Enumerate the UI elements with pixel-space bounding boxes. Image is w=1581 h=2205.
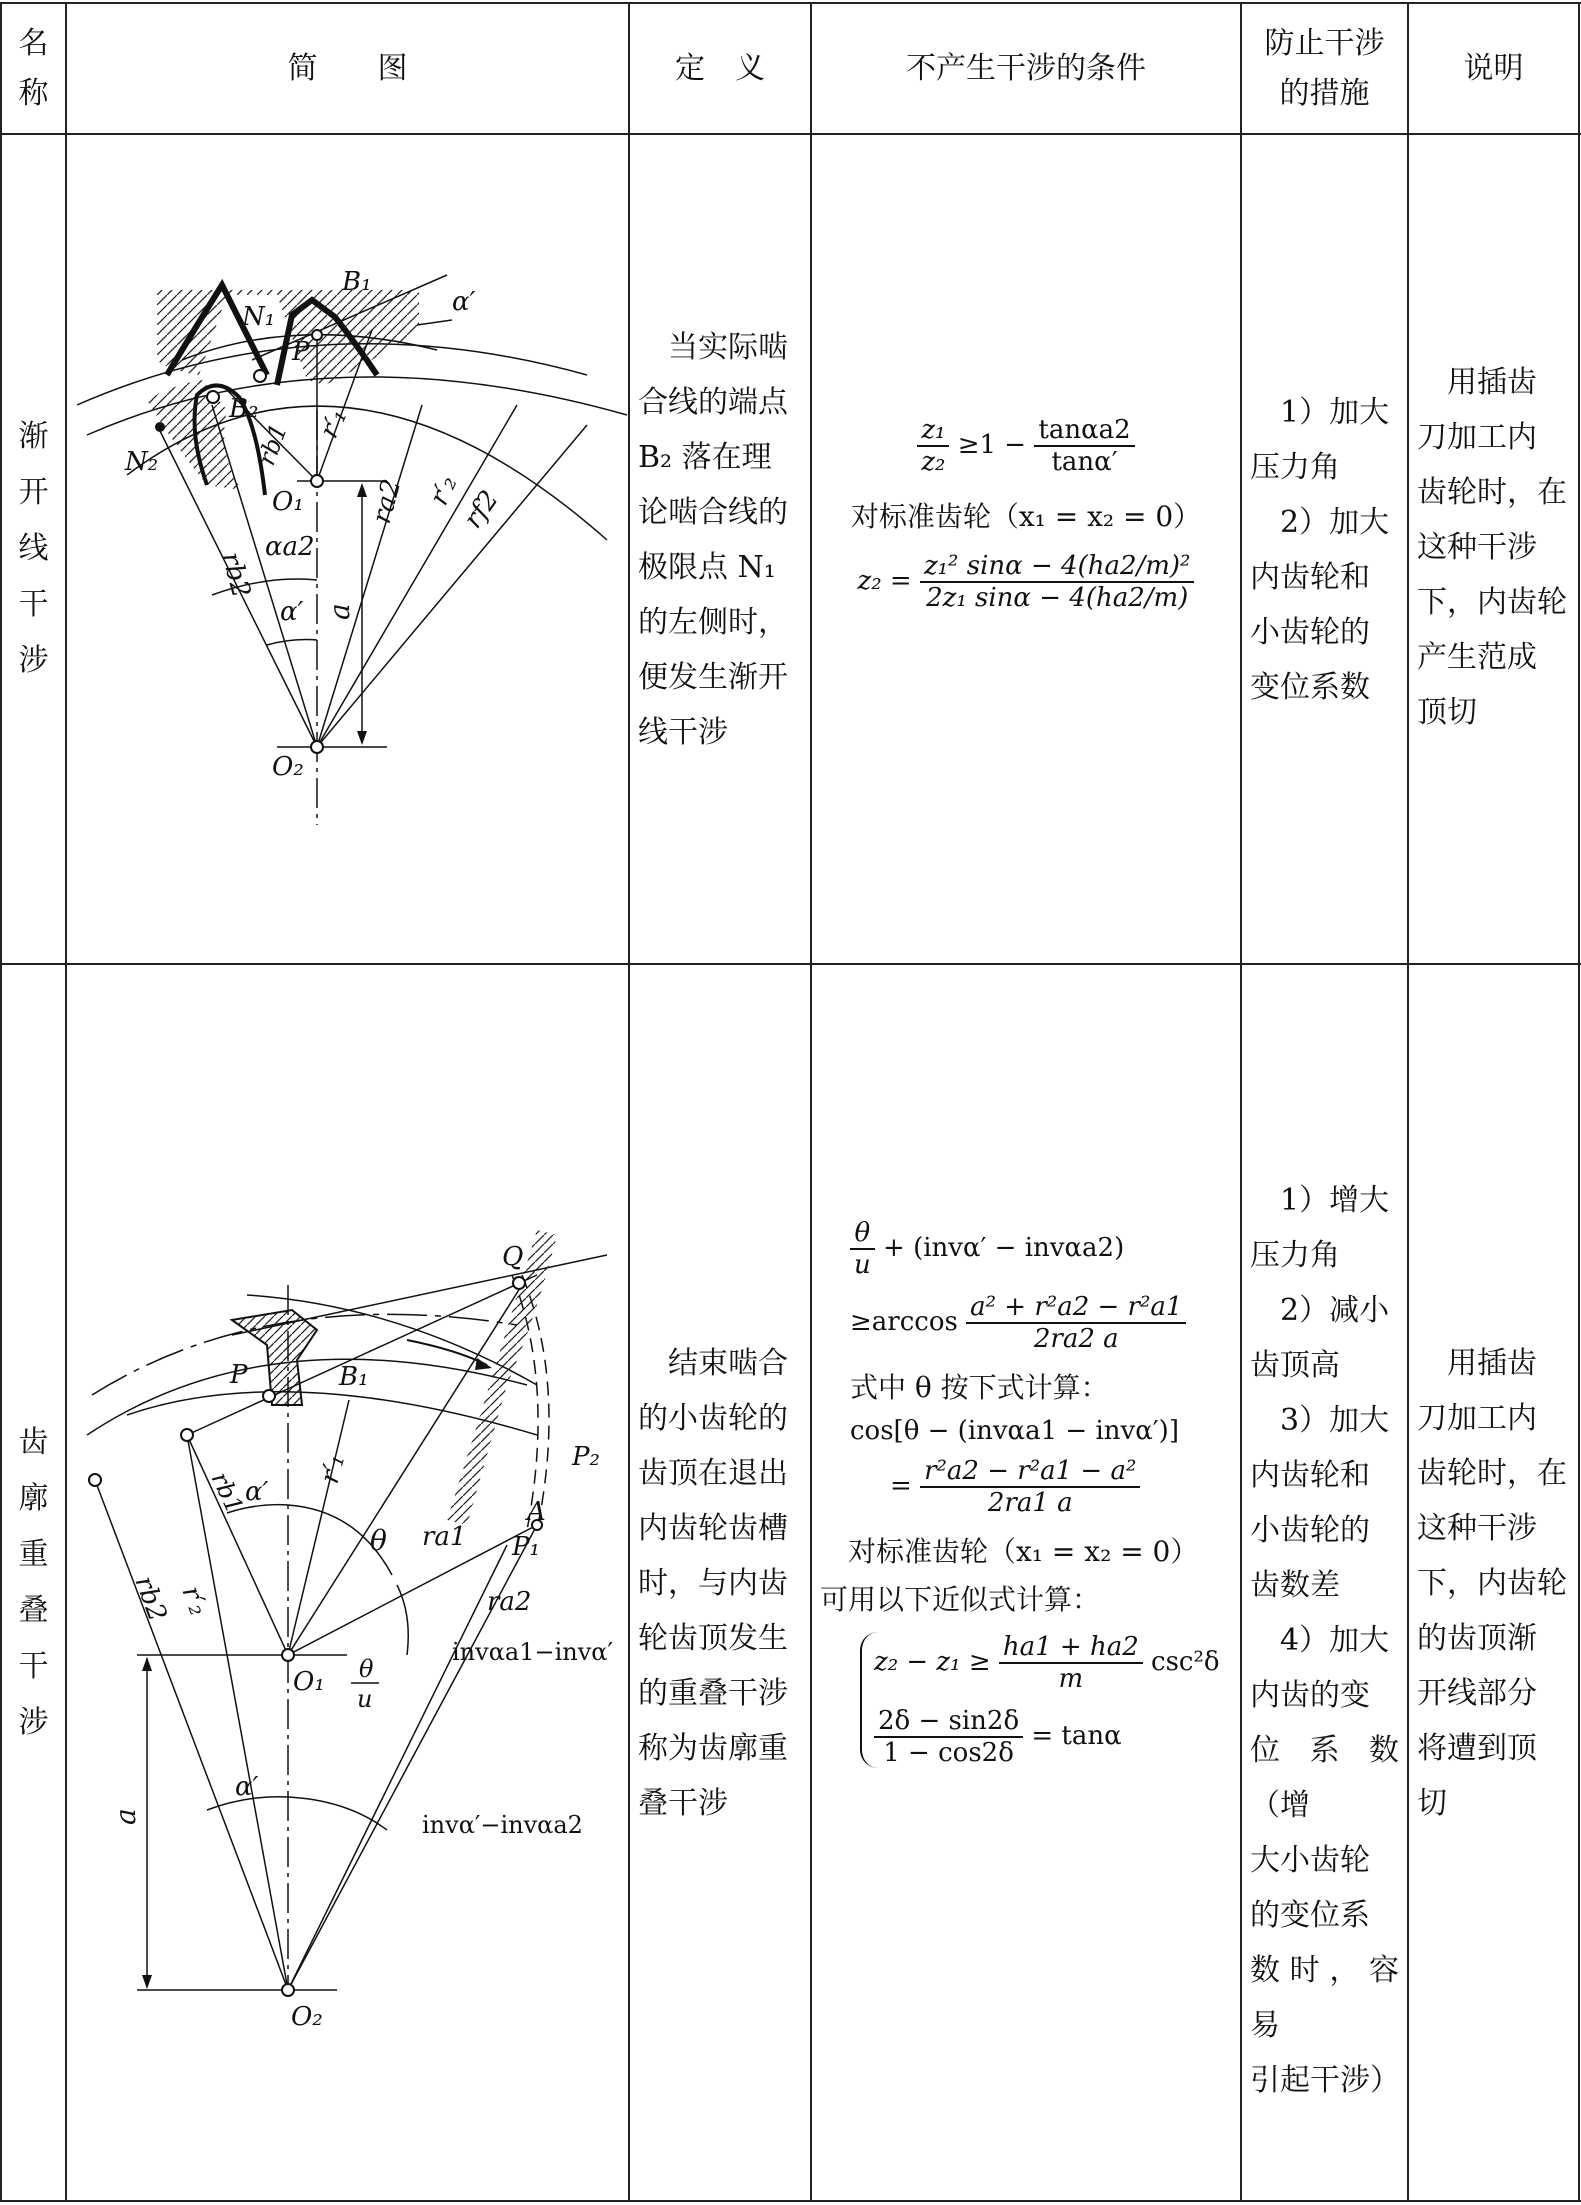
header-measures: 防止干涉 的措施 [1264, 25, 1385, 111]
row2-name-char: 齿 [18, 1424, 49, 1460]
label-O2: O₂ [291, 2002, 323, 2032]
row1-condition [812, 415, 1240, 613]
label-A: A [527, 1497, 546, 1527]
line-rp2 [317, 405, 517, 747]
row2-name-char: 涉 [18, 1704, 49, 1740]
label-O1: O₁ [293, 1667, 325, 1697]
point-O1 [282, 1649, 294, 1661]
fraction: $\frac{\text{z₁² sinα − 4(ha2/m)²}}{\text{2z₁ sinα − 4(ha2/m)}}$ [920, 551, 1195, 613]
label-rp2: r′₂ [175, 1582, 214, 1620]
row1-name-char: 线 [18, 531, 49, 566]
label-P2: P₂ [572, 1442, 600, 1472]
table-border-bottom [0, 2200, 1581, 2202]
dim-arrow [142, 1975, 152, 1989]
alpha-marker [417, 320, 452, 325]
row2-measures: 1）增大 压力角 2）减小 齿顶高 3）加大 内齿轮和 小齿轮的 齿数差 4）加大 内齿的变 位系数（增 大小齿轮 的变位系 数时，容易 引起干涉） [1250, 1183, 1400, 2098]
point-rb2 [89, 1474, 101, 1486]
row2-name-char: 重 [18, 1536, 49, 1572]
row2-name [2, 965, 65, 2200]
point-Q [513, 1277, 525, 1289]
angle-inv2 [288, 1797, 387, 1830]
col-line-3 [810, 2, 812, 2202]
point-O2 [282, 1984, 294, 1996]
line-rf2 [317, 425, 587, 747]
header-diagram: 简 图 [287, 50, 408, 86]
point-O2 [311, 741, 323, 753]
system-eq2: $\frac{2\delta - \sin 2\delta}{1 - \cos 2\delta}$ = tanα [874, 1706, 1238, 1768]
condition-line4: cos[θ − (invαa1 − invα′)] [850, 1416, 1179, 1446]
label-rb1: rb1 [252, 419, 294, 470]
label-B1: B₁ [342, 267, 372, 297]
fraction: $\frac{\text{r²a2 − r²a1 − a²}}{2ra1 a}$ [920, 1456, 1140, 1518]
row1-diagram [67, 135, 628, 963]
condition-line7: 可用以下近似式计算： [820, 1583, 1101, 1616]
line-O2-P1 [288, 1545, 507, 1990]
row1-name-char: 渐 [18, 419, 49, 454]
row2-notes: 用插齿 刀加工内 齿轮时，在 这种干涉 下，内齿轮 的齿顶渐 开线部分 将遭到顶 切 [1417, 1346, 1567, 1821]
label-rb1: rb1 [205, 1467, 249, 1518]
label-rp2: r′₂ [424, 471, 464, 510]
label-P: P [292, 337, 310, 367]
row2-name-char: 干 [18, 1648, 49, 1684]
header-definition: 定 义 [675, 50, 765, 86]
label-theta: θ [370, 1524, 387, 1557]
label-rb2: rb2 [215, 549, 257, 601]
condition-eq2: z₂ = $\frac{\text{z₁² sinα − 4(ha2/m)²}}{\text{2z₁ sinα − 4(ha2/m)}}$ [812, 551, 1240, 613]
label-O1: O₁ [272, 487, 304, 517]
point-P [254, 370, 266, 382]
condition-eq1 [812, 415, 1240, 477]
label-B1: B₁ [339, 1362, 369, 1392]
row1-name-char: 干 [18, 587, 49, 622]
header-condition: 不产生干涉的条件 [906, 50, 1146, 86]
line-O2-rp2 [187, 1435, 288, 1990]
overlap-interference-diagram [67, 965, 628, 2200]
row2-diagram [67, 965, 628, 2200]
point-B1 [312, 330, 322, 340]
point-P [263, 1390, 275, 1402]
label-rp1: r′₁ [314, 404, 354, 443]
label-O2: O₂ [272, 752, 304, 782]
row1-notes: 用插齿 刀加工内 齿轮时，在 这种干涉 下，内齿轮 产生范成 顶切 [1417, 365, 1567, 730]
point-B2 [207, 391, 219, 403]
line-O1-rb1 [187, 1435, 288, 1655]
dim-arrow [357, 483, 367, 497]
label-rf2: rf2 [458, 485, 505, 535]
point-N2 [155, 422, 165, 432]
fraction: $\frac{2\delta - \sin 2\delta}{1 - \cos 2\delta}$ [874, 1706, 1023, 1768]
row2-name-char: 廓 [18, 1480, 49, 1516]
label-ra2: ra2 [487, 1587, 532, 1617]
row2-condition [820, 1218, 1238, 1768]
fraction: $\frac{\theta}{u}$ [850, 1218, 875, 1280]
label-P1: P₁ [512, 1532, 540, 1562]
dim-arrow [357, 731, 367, 745]
arc-ra2 [87, 1359, 527, 1435]
condition-line2: ≥arccos $\frac{\text{a² + r²a2 − r²a1}}{2ra2 a}$ [850, 1292, 1238, 1354]
condition-line3: 式中 θ 按下式计算： [850, 1371, 1109, 1404]
row1-measures: 1）加大 压力角 2）加大 内齿轮和 小齿轮的 变位系数 [1250, 395, 1390, 705]
row1-name-char: 涉 [18, 643, 49, 678]
label-B2: B₂ [229, 394, 259, 424]
point-rb1 [181, 1429, 193, 1441]
eq1-mid: ≥1 − [957, 430, 1027, 460]
label-alpha-p: α′ [452, 287, 476, 317]
fraction: $\frac{\tan\alpha a2}{\tan\alpha'}$ [1034, 415, 1134, 477]
header-notes: 说明 [1463, 50, 1524, 86]
condition-line1: $\frac{\theta}{u}$ + (invα′ − invαa2) [850, 1218, 1238, 1280]
line-O1-rp1 [288, 1400, 352, 1655]
col-line-5 [1407, 2, 1409, 2202]
condition-system [860, 1632, 1238, 1768]
fraction: $\frac{\text{a² + r²a2 − r²a1}}{2ra2 a}$ [966, 1292, 1186, 1354]
label-alpha-p2: α′ [235, 1772, 259, 1802]
row2-name-char: 叠 [18, 1592, 49, 1628]
dim-arrow [142, 1657, 152, 1671]
label-Q: Q [502, 1242, 524, 1272]
label-inv2: invα′−invαa2 [422, 1811, 583, 1839]
label-N2: N₂ [125, 447, 159, 477]
label-rp1: r′₁ [314, 1451, 352, 1487]
fraction: $\frac{\text{z₁}}{\text{z₂}}$ [917, 415, 949, 477]
label-ra1: ra1 [422, 1522, 467, 1552]
label-ra2: ra2 [366, 476, 408, 527]
label-inv1: invαa1−invα′ [452, 1638, 613, 1666]
condition-line5: = $\frac{\text{r²a2 − r²a1 − a²}}{2ra1 a}$ [890, 1456, 1238, 1518]
point-O1 [311, 475, 323, 487]
line-ra2 [317, 405, 422, 747]
condition-std-note: 对标准齿轮（x₁ = x₂ = 0） [850, 500, 1202, 533]
label-rb2: rb2 [128, 1572, 173, 1626]
label-a: a [109, 1808, 142, 1825]
label-theta-u-num: θ [359, 1655, 374, 1683]
label-alpha-p2: α′ [280, 597, 304, 627]
col-line-6 [1578, 2, 1580, 2202]
system-eq1: z₂ − z₁ ≥ $\frac{ha1 + ha2}{m}$ csc²δ [874, 1632, 1220, 1694]
involute-interference-diagram [67, 135, 628, 963]
condition-line6: 对标准齿轮（x₁ = x₂ = 0） [820, 1535, 1199, 1568]
line-O2-rb2 [95, 1480, 288, 1990]
header-name: 名 称 [18, 25, 49, 111]
label-a: a [323, 603, 356, 620]
row1-name [2, 135, 65, 963]
row1-definition: 当实际啮 合线的端点 B₂ 落在理 论啮合线的 极限点 N₁ 的左侧时， 便发生渐开 线干涉 [638, 330, 788, 750]
label-theta-u-den: u [357, 1685, 373, 1713]
angle-alpha-p [267, 640, 317, 645]
label-alpha-p: α′ [245, 1477, 269, 1507]
row1-name-char: 开 [18, 475, 49, 510]
fraction: $\frac{ha1 + ha2}{m}$ [999, 1632, 1143, 1694]
label-alpha-a2: αa2 [265, 532, 315, 562]
label-N1: N₁ [242, 302, 276, 332]
label-P: P [230, 1360, 248, 1390]
row2-definition: 结束啮合 的小齿轮的 齿顶在退出 内齿轮齿槽 时，与内齿 轮齿顶发生 的重叠干涉 称为齿廓重 叠干涉 [638, 1346, 788, 1821]
